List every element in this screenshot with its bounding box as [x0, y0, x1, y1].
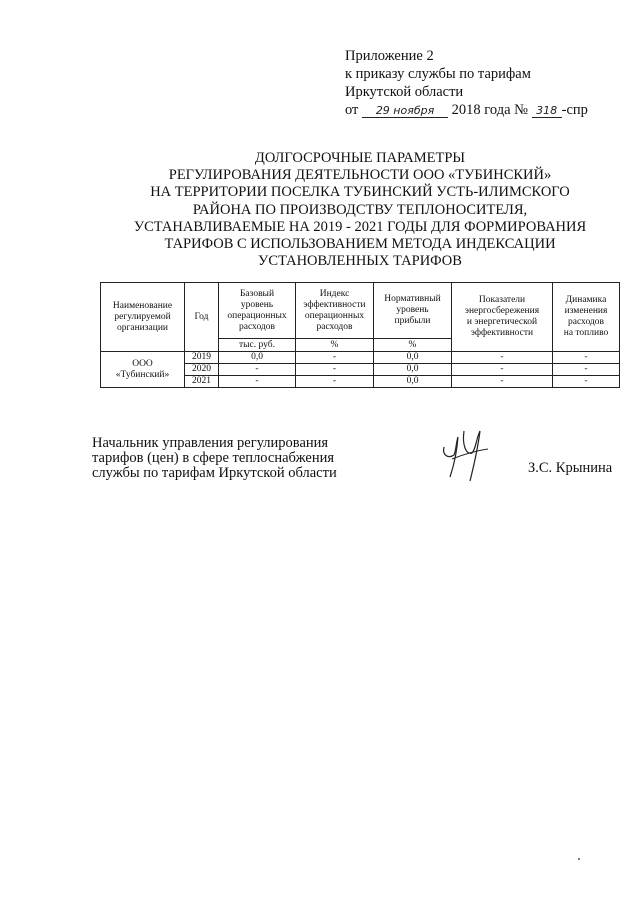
title-line: УСТАНАВЛИВАЕМЫЕ НА 2019 - 2021 ГОДЫ ДЛЯ ФОРМИРОВАНИЯ: [133, 218, 587, 235]
position-line: Начальник управления регулирования: [92, 435, 329, 451]
unit-base: тыс. руб.: [219, 339, 296, 352]
annex-date-line: [345, 101, 588, 119]
cell-year: 2019: [185, 352, 219, 364]
cell-year: 2021: [185, 376, 219, 388]
title-line: РЕГУЛИРОВАНИЯ ДЕЯТЕЛЬНОСТИ ООО «ТУБИНСКИЙ»: [168, 167, 552, 184]
annex-number-suffix: -спр: [561, 102, 588, 118]
unit-index: %: [296, 339, 374, 352]
annex-block: [345, 47, 588, 119]
annex-line-2: к приказу службы по тарифам: [345, 66, 531, 82]
annex-from-label: от: [345, 102, 359, 118]
annex-line-1: Приложение 2: [345, 48, 434, 64]
header-index: Индекс эффективности операционных расходов: [296, 283, 374, 339]
table-row: [101, 352, 620, 364]
title-line: РАЙОНА ПО ПРОИЗВОДСТВУ ТЕПЛОНОСИТЕЛЯ,: [192, 201, 528, 218]
title-line: ТАРИФОВ С ИСПОЛЬЗОВАНИЕМ МЕТОДА ИНДЕКСАЦИИ: [164, 236, 556, 253]
annex-date-handwritten: 29 ноября: [362, 104, 448, 118]
org-name-cell: ООО «Тубинский»: [101, 352, 185, 388]
header-profit: Нормативный уровень прибыли: [374, 283, 452, 339]
annex-number-handwritten: 318: [532, 104, 562, 118]
cell-profit: 0,0: [374, 376, 452, 388]
annex-year-text: 2018 года №: [451, 102, 528, 118]
header-fuel: Динамика изменения расходов на топливо: [553, 283, 620, 352]
cell-energy: -: [452, 364, 553, 376]
cell-fuel: -: [553, 376, 620, 388]
cell-energy: -: [452, 376, 553, 388]
unit-profit: %: [374, 339, 452, 352]
cell-base: -: [219, 364, 296, 376]
cell-profit: 0,0: [374, 352, 452, 364]
header-year: Год: [185, 283, 219, 352]
document-title: [90, 150, 630, 270]
header-base: Базовый уровень операционных расходов: [219, 283, 296, 339]
cell-year: 2020: [185, 364, 219, 376]
signer-name: З.С. Крынина: [528, 460, 613, 476]
cell-profit: 0,0: [374, 364, 452, 376]
cell-energy: -: [452, 352, 553, 364]
position-line: тарифов (цен) в сфере теплоснабжения: [92, 450, 335, 466]
scan-speck: [578, 858, 580, 860]
header-energy: Показатели энергосбережения и энергетической эффективности: [452, 283, 553, 352]
header-org: Наименование регулируемой организации: [101, 283, 185, 352]
title-line: УСТАНОВЛЕННЫХ ТАРИФОВ: [258, 253, 462, 270]
parameters-table: [100, 282, 620, 388]
table-header-row: [101, 283, 620, 339]
cell-fuel: -: [553, 364, 620, 376]
title-line: НА ТЕРРИТОРИИ ПОСЕЛКА ТУБИНСКИЙ УСТЬ-ИЛИМСКОГО: [150, 184, 570, 201]
cell-index: -: [296, 364, 374, 376]
cell-index: -: [296, 352, 374, 364]
cell-fuel: -: [553, 352, 620, 364]
annex-line-3: Иркутской области: [345, 84, 464, 100]
handwritten-signature: [436, 425, 498, 485]
cell-base: -: [219, 376, 296, 388]
signature-position: [92, 436, 337, 481]
cell-index: -: [296, 376, 374, 388]
position-line: службы по тарифам Иркутской области: [92, 465, 337, 481]
title-line: ДОЛГОСРОЧНЫЕ ПАРАМЕТРЫ: [254, 150, 466, 166]
cell-base: 0,0: [219, 352, 296, 364]
